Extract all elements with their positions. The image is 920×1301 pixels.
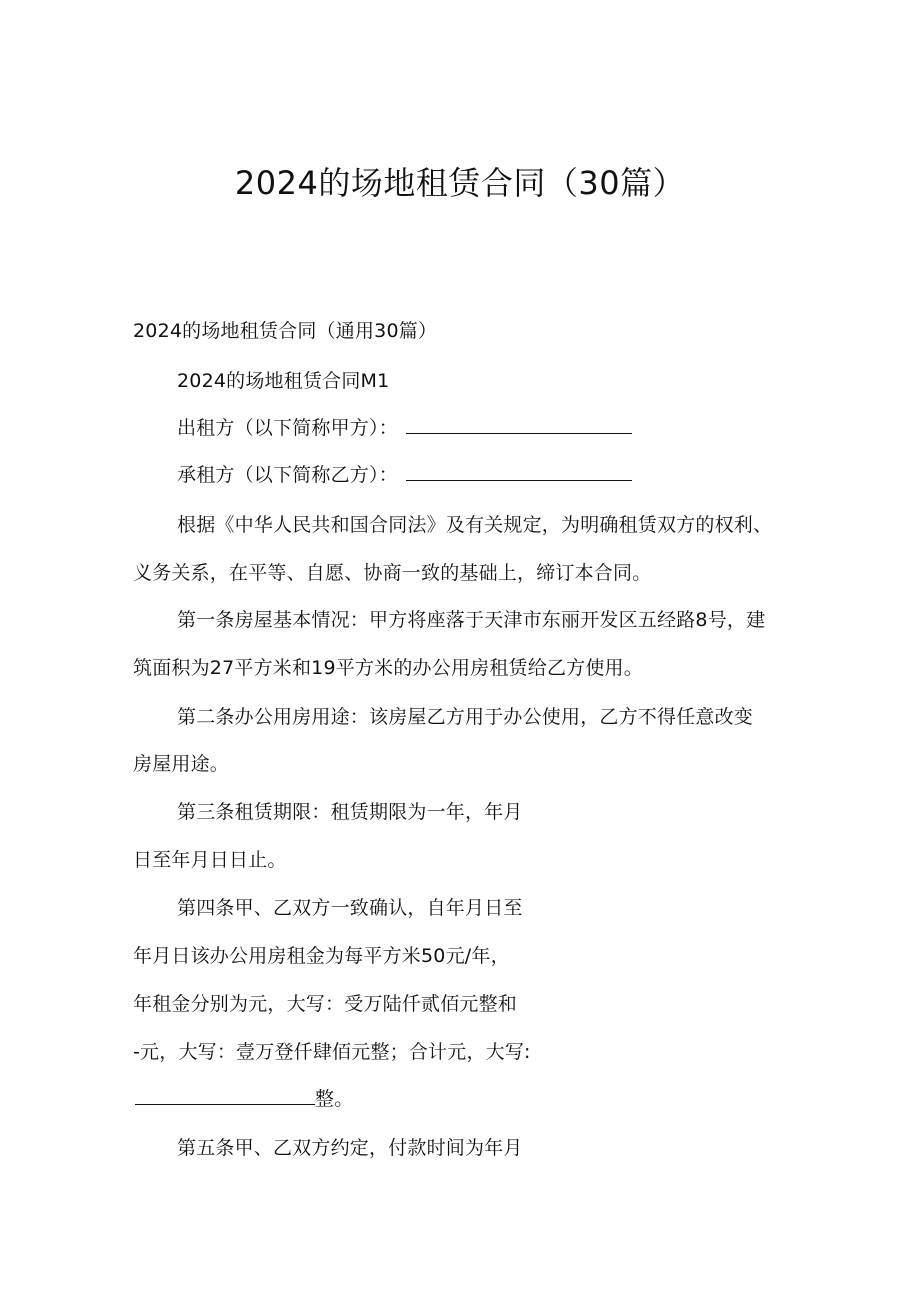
- section-heading: 2024的场地租赁合同M1: [177, 370, 390, 392]
- article1-line-2: 筑面积为27平方米和19平方米的办公用房租赁给乙方使用。: [133, 657, 643, 679]
- article3-line-1: 第三条租赁期限：租赁期限为一年，年月: [177, 801, 523, 823]
- lessee-line: [177, 460, 632, 487]
- document-subtitle: 2024的场地租赁合同（通用30篇）: [133, 320, 438, 342]
- lessor-line: [177, 413, 632, 440]
- amount-in-words-blank-field[interactable]: [135, 1104, 315, 1105]
- lessor-blank-field[interactable]: [406, 433, 632, 434]
- article4-line-1: 第四条甲、乙双方一致确认，自年月日至: [177, 897, 523, 919]
- intro-line-1: 根据《中华人民共和国合同法》及有关规定，为明确租赁双方的权利、: [177, 514, 773, 536]
- article2-line-2: 房屋用途。: [133, 753, 230, 775]
- article4-line-5: [135, 1084, 353, 1111]
- article5-line-1: 第五条甲、乙双方约定，付款时间为年月: [177, 1137, 523, 1159]
- article4-line-4: -元，大写：壹万登仟肆佰元整；合计元，大写:: [133, 1041, 531, 1063]
- document-title: 2024的场地租赁合同（30篇）: [234, 164, 686, 202]
- lessor-label: 出租方（以下简称甲方）：: [177, 417, 398, 439]
- article1-line-1: 第一条房屋基本情况：甲方将座落于天津市东丽开发区五经路8号，建: [177, 609, 766, 631]
- article3-line-2: 日至年月日日止。: [133, 849, 287, 871]
- article4-line-5-text: 整。: [315, 1088, 354, 1110]
- lessee-label: 承租方（以下简称乙方）：: [177, 464, 398, 486]
- lessee-blank-field[interactable]: [406, 480, 632, 481]
- article4-line-2: 年月日该办公用房租金为每平方米50元/年，: [133, 945, 510, 967]
- article4-line-3: 年租金分别为元，大写：受万陆仟贰佰元整和: [133, 993, 518, 1015]
- article2-line-1: 第二条办公用房用途：该房屋乙方用于办公使用，乙方不得任意改变: [177, 706, 754, 728]
- intro-line-2: 义务关系，在平等、自愿、协商一致的基础上，缔订本合同。: [133, 562, 652, 584]
